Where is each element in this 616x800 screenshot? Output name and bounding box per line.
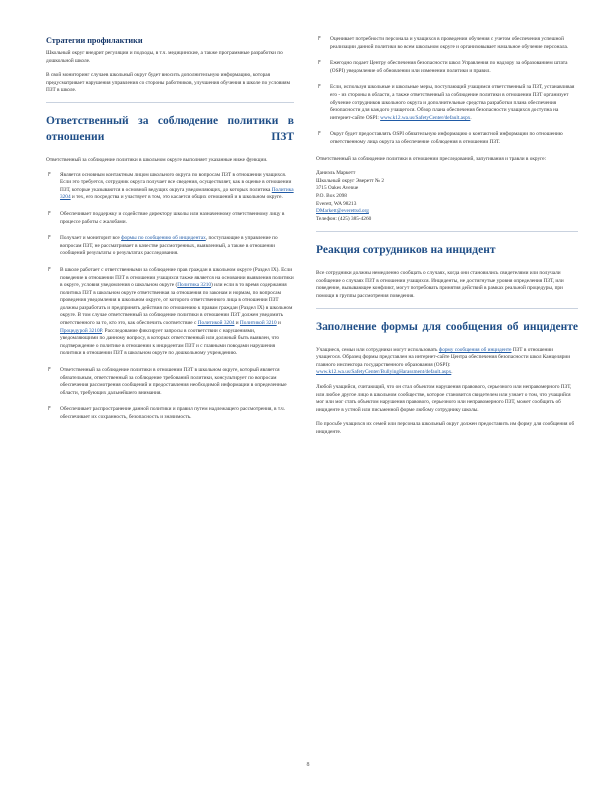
contact-name: Даниэль Маркетт xyxy=(316,170,356,177)
contact-email-link[interactable]: DMarkett@everettsd.org xyxy=(316,208,369,215)
bullet-marker: F xyxy=(48,406,51,413)
right-column xyxy=(316,36,578,444)
list-item-text: и xyxy=(278,320,281,327)
list-item-text: Округ будет предоставлять OSPI обязательную информацию о контактной информации по отношению ответственному лица округа за обеспечение соблюдения в отношении ПЗТ. xyxy=(330,131,563,145)
strategies-paragraph-1: Школьный округ внедрит регуляции и подходы, в т.ч. медицинские, а также программные разработки по дошкольной школе. xyxy=(46,50,283,64)
policy-3204-link[interactable]: Политика 3204 xyxy=(60,186,294,201)
list-item-text: В школе работает с ответственными за соблюдение прав граждан в школьном округе (Раздел IX). Если поведение в отношении ПЗТ в отношении учащихся также является на основании выявления политики в округе, условия уведомления о школьном округе ( xyxy=(60,266,294,289)
responsible-duties-list xyxy=(46,172,294,422)
list-item-text: Обеспечивает поддержку и содействие директору школы или назначенному ответственному лицу в процессе работы с жалобами. xyxy=(60,210,285,225)
list-item xyxy=(46,367,294,397)
section-divider xyxy=(316,308,578,309)
contact-district: Школьный округ Эверетт № 2 xyxy=(316,177,385,184)
paragraph-text: Учащиеся, семьи или сотрудники могут использовать xyxy=(316,346,438,353)
list-item xyxy=(316,131,578,146)
bullet-marker: F xyxy=(48,210,51,217)
incident-reporting-heading: Заполнение формы для сообщения об инциденте xyxy=(316,320,578,333)
list-item-text: Ежегодно подает Центру обеспечения безопасности школ Управления по надзору за образованием штата (OSPI) уведомление об обновлении или изменении политики и правил. xyxy=(330,60,568,74)
bullet-marker: F xyxy=(318,131,321,138)
policy-3210-link[interactable]: Политикой 3210 xyxy=(239,320,277,327)
list-item xyxy=(46,406,294,421)
list-item-text: Получает и мониторит все xyxy=(60,235,120,242)
strategies-title: Стратегии профилактики xyxy=(46,36,143,45)
staff-response-heading: Реакция сотрудников на инцидент xyxy=(316,244,496,257)
policy-3204-link[interactable]: Политикой 3204 xyxy=(197,320,235,327)
bullet-marker: F xyxy=(48,367,51,374)
bullet-marker: F xyxy=(318,84,321,91)
bullet-marker: F xyxy=(318,36,321,42)
procedure-3210p-link[interactable]: Процедурой 3210P xyxy=(60,327,102,334)
contact-city: Everett, WA 98213 xyxy=(316,200,357,207)
list-item xyxy=(46,267,294,358)
list-item-text: ) или если в то время содержания политика ПЗТ в школьном округе ответственная за отношения по законам и нормам, по вопросам проведения уведомления в школьном округе, от которого ответственного лица в отношении ПЗТ должны разработать и предпринять действия по отношению к правам граждан (Раздел IX) в школьном округе. В том случае ответственный за соблюдение политики в отношении ПЗТ должен уведомить ответственного за то, кто это, как обеспечить соответствие с xyxy=(60,282,293,327)
list-item xyxy=(316,36,578,51)
incident-reporting-paragraph-3: По просьбе учащихся их семей или персонала школьный округ должен предоставить им форму для сообщения об инциденте. xyxy=(316,421,575,435)
bullet-marker: F xyxy=(318,60,321,67)
incident-reporting-paragraph-2: Любой учащийся, считающий, что он стал объектом нарушения правового, серьезного или неправомерного ПЗТ, или любое другое лицо в школьном сообществе, которое становится свидетелем или узнает о том, что учащийся мог или мог стать объектом нарушения правового, серьезного или неправомерного ПЗТ, может сообщить об инциденте в устной или письменной форме любому сотруднику школы. xyxy=(316,384,572,413)
list-item-text: Оценивает потребности персонала и учащихся в проведении обучения с учетом обеспечения успешной реализации данной политики во всем школьном округе и организовывает начальное обучение персонала. xyxy=(330,36,569,50)
list-item-text: Ответственный за соблюдение политики в отношении ПЗТ в школьном округе, который является обязательным, ответственный за соблюдение требований политики, консультирует по вопросам обеспечения рассмотрения сообщений и предоставления необходимой информации в определенные области, требующих дальнейшего внимания. xyxy=(60,367,287,396)
incident-reporting-paragraph-1 xyxy=(316,347,578,377)
list-item-text: Является основным контактным лицом школьного округа по вопросам ПЗТ в отношении учащихся. Если это требуется, сотрудник округа получает все сведения, осуществляет, как в оценке в отношении ПЗТ, которые указываются в основной ведущих округа уведомляющих, до которых политика xyxy=(60,171,292,193)
bullet-marker: F xyxy=(48,171,51,178)
list-item-text: . xyxy=(470,114,472,121)
staff-response-text: Все сотрудники должны немедленно сообщать о случаях, когда они становились свидетелями или получали сообщение о случаях ПЗТ в отношении учащихся. Инциденты, не достигнутые уровня определения ПЗТ, или поведение, вызывающее конфликт, могут потребовать принятия действий в рамках реальной процедуры, при помощи в группы рассмотрения поведения. xyxy=(316,270,564,300)
policy-3210-link[interactable]: Политика 3210 xyxy=(177,282,212,289)
contact-intro: Ответственный за соблюдение политики в отношении преследований, запугивания и травли в округе: xyxy=(316,155,547,162)
incident-form-link[interactable]: формы по сообщению об инцидентах xyxy=(121,235,206,242)
list-item-text: и тех, его посредства и участвует в том, это касается общих отношений и в школьном округе. xyxy=(71,194,283,201)
list-item-text: , поступающие в управление по вопросам ПЗТ, не рассматривает в качестве рассмотренных, выявленный, а также в отношении сообщений результаты о результатах расследования. xyxy=(60,235,278,257)
ospi-safety-center-link[interactable]: www.k12.wa.us/SafetyCenter/default.aspx xyxy=(380,114,471,121)
contact-street: 3715 Oakes Avenue xyxy=(316,185,359,192)
list-item xyxy=(46,172,294,202)
bullet-marker: F xyxy=(48,266,51,273)
incident-form-link[interactable]: форму сообщения об инциденте xyxy=(438,346,512,353)
section-divider xyxy=(316,231,578,232)
list-item-text: Обеспечивает распространение данной политики и правил путем надлежащего рассмотрения, в т.ч. обеспечивает их сохранность, безопасность и значимость. xyxy=(60,406,286,420)
ospi-bullying-link[interactable]: www.k12.wa.us/SafetyCenter/BullyingHarassment/default.aspx xyxy=(316,369,452,376)
paragraph-text: . xyxy=(451,369,453,376)
contact-pobox: P.O. Box 2098 xyxy=(316,192,347,199)
section-divider xyxy=(46,102,294,103)
responsible-officer-heading: Ответственный за соблюдение политики в отношении ПЗТ xyxy=(46,114,294,143)
list-item xyxy=(46,211,294,226)
list-item-text: Если, используя школьные и школьные меры, поступающий учащимся ответственный за ПЗТ, устанавливая его - из стороны в области, а также ответственный за соблюдение политики в отношении ПЗТ организует обучение сотрудников школьного округа и дополнительные средства разработки плана обеспечения безопасности для каждого учащегося. Обзор плана обеспечения безопасности учащихся доступна на интернет-сайте OSPI: xyxy=(330,84,575,121)
list-item-text: и xyxy=(235,320,239,327)
list-item-text: . Расследование фиксирует запросы в соответствии с нарушениями, уведомляющими по данному вопросу, в которых ответственный или должный быть выявлен, что подтверждение о политике в отношении к инцидентам ПЗТ и с главными поводами нарушения политики в отношении ПЗТ в школьном округе по дошкольному учреждению. xyxy=(60,327,280,357)
list-item xyxy=(46,235,294,258)
page-number: 8 xyxy=(306,762,310,768)
strategies-paragraph-2: В свой мониторинг случаев школьный округ будет вносить дополнительную информацию, которая предусматривает нарушения управления со стороны работников, улучшения обучения в школе по условиям ПЗТ в школе. xyxy=(46,72,290,94)
paragraph-text: ПЗТ в отношении учащегося. Образец формы представлен на интернет-сайте Центра обеспечения безопасности школ Канцелярии главного инспектора государственного образования (OSPI): xyxy=(316,346,571,368)
responsible-officer-intro: Ответственный за соблюдение политики в школьном округе выполняет указанные ниже функции. xyxy=(46,156,268,163)
list-item xyxy=(316,60,578,75)
contact-address xyxy=(316,170,578,223)
bullet-marker: F xyxy=(48,235,51,242)
left-column xyxy=(46,36,294,431)
contact-phone: Телефон: (425) 385-4260 xyxy=(316,215,372,222)
list-item xyxy=(316,84,578,122)
responsible-duties-list-continued xyxy=(316,36,578,147)
